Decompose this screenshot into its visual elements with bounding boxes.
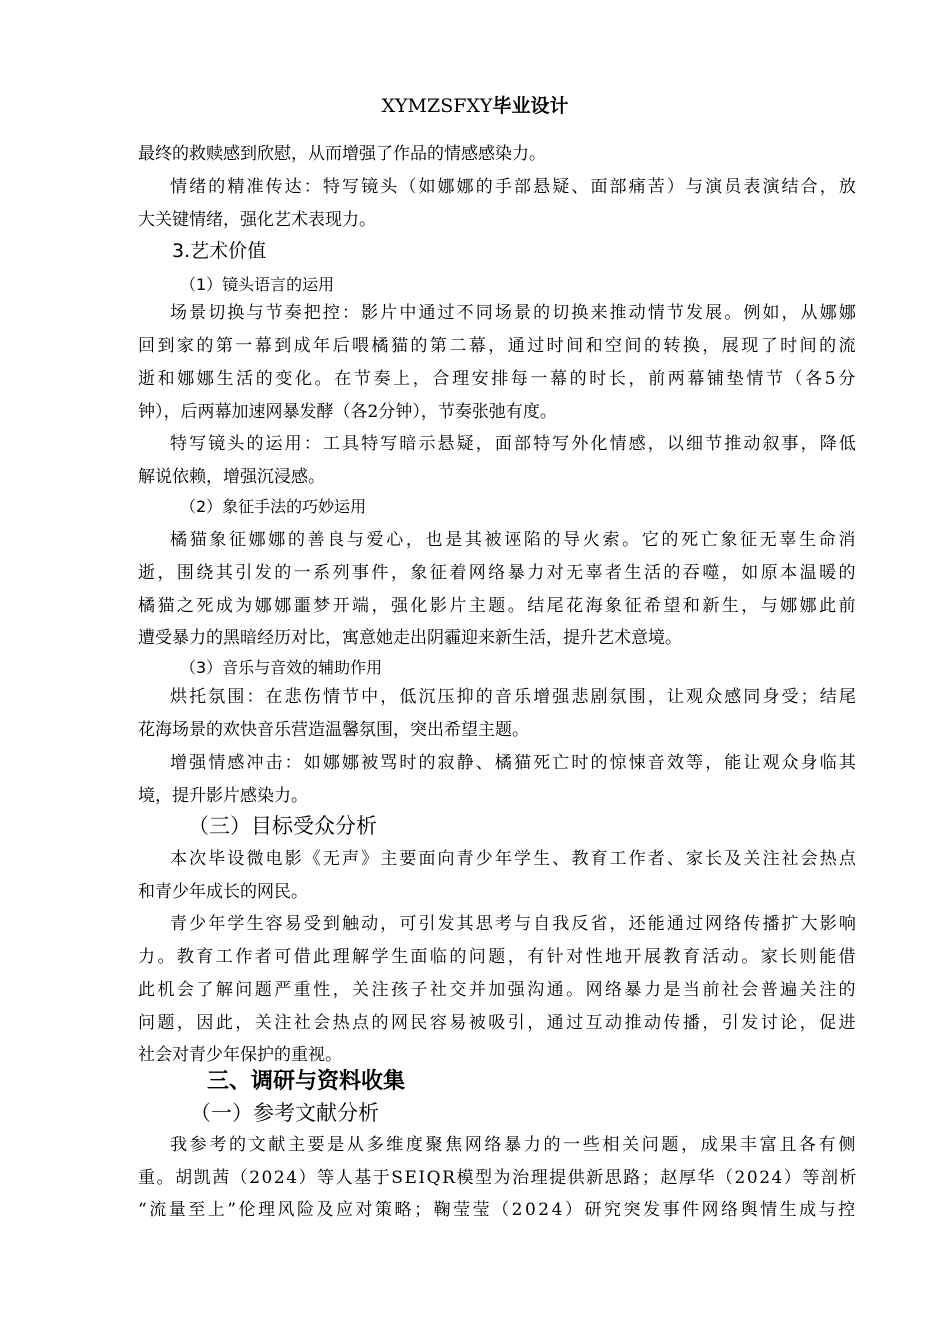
paragraph-line: 大关键情绪，强化艺术表现力。 — [138, 210, 376, 230]
paragraph-line: 钟），后两幕加速网暴发酵（各2分钟），节奏张弛有度。 — [138, 402, 557, 422]
paragraph-line: “流量至上”伦理风险及应对策略；鞠莹莹（2024）研究突发事件网络舆情生成与控 — [138, 1200, 858, 1220]
subsection-heading: （3）音乐与音效的辅助作用 — [180, 658, 383, 677]
header-latin: XYMZSFXY — [381, 95, 493, 117]
paragraph-line: 烘托氛围：在悲伤情节中，低沉压抑的音乐增强悲剧氛围，让观众感同身受；结尾 — [170, 687, 858, 707]
paragraph-line: 特写镜头的运用：工具特写暗示悬疑，面部特写外化情感，以细节推动叙事，降低 — [170, 434, 858, 454]
section-heading: 3.艺术价值 — [172, 240, 267, 262]
paragraph-line: 本次毕设微电影《无声》主要面向青少年学生、教育工作者、家长及关注社会热点 — [170, 849, 858, 869]
paragraph-line: 回到家的第一幕到成年后喂橘猫的第二幕，通过时间和空间的转换，展现了时间的流 — [138, 336, 858, 356]
header-title: 毕业设计 — [492, 95, 569, 117]
paragraph-line: 逝和娜娜生活的变化。在节奏上，合理安排每一幕的时长，前两幕铺垫情节（各5分 — [138, 369, 858, 389]
paragraph-line: 我参考的文献主要是从多维度聚焦网络暴力的一些相关问题，成果丰富且各有侧 — [170, 1135, 858, 1155]
paragraph-line: 重。胡凯茜（2024）等人基于SEIQR模型为治理提供新思路；赵厚华（2024）等剖析 — [138, 1168, 859, 1188]
paragraph-line: 此机会了解问题严重性，关注孩子社交并加强沟通。网络暴力是当前社会普遍关注的 — [138, 980, 858, 1000]
page-header — [0, 94, 950, 118]
paragraph-line: 力。教育工作者可借此理解学生面临的问题，有针对性地开展教育活动。家长则能借 — [138, 947, 858, 967]
section-heading: （三）目标受众分析 — [188, 814, 377, 838]
paragraph-line: 橘猫象征娜娜的善良与爱心，也是其被诬陷的导火索。它的死亡象征无辜生命消 — [170, 530, 858, 550]
paragraph-line: 青少年学生容易受到触动，可引发其思考与自我反省，还能通过网络传播扩大影响 — [170, 914, 858, 934]
section-heading: （一）参考文献分析 — [190, 1101, 379, 1125]
paragraph-line: 遭受暴力的黑暗经历对比，寓意她走出阴霾迎来新生活，提升艺术意境。 — [138, 628, 682, 648]
paragraph-line: 和青少年成长的网民。 — [138, 882, 308, 902]
paragraph-line: 境，提升影片感染力。 — [138, 786, 308, 806]
chapter-heading: 三、调研与资料收集 — [207, 1069, 406, 1094]
subsection-heading: （1）镜头语言的运用 — [180, 275, 335, 294]
paragraph-line: 橘猫之死成为娜娜噩梦开端，强化影片主题。结尾花海象征希望和新生，与娜娜此前 — [138, 596, 858, 616]
paragraph-line: 情绪的精准传达：特写镜头（如娜娜的手部悬疑、面部痛苦）与演员表演结合，放 — [170, 177, 858, 197]
paragraph-line: 最终的救赎感到欣慰，从而增强了作品的情感感染力。 — [138, 144, 546, 164]
subsection-heading: （2）象征手法的巧妙运用 — [180, 497, 367, 516]
paragraph-line: 社会对青少年保护的重视。 — [138, 1045, 342, 1065]
paragraph-line: 问题，因此，关注社会热点的网民容易被吸引，通过互动推动传播，引发讨论，促进 — [138, 1013, 858, 1033]
paragraph-line: 增强情感冲击：如娜娜被骂时的寂静、橘猫死亡时的惊悚音效等，能让观众身临其 — [170, 753, 858, 773]
paragraph-line: 场景切换与节奏把控：影片中通过不同场景的切换来推动情节发展。例如，从娜娜 — [170, 303, 858, 323]
paragraph-line: 解说依赖，增强沉浸感。 — [138, 467, 325, 487]
paragraph-line: 花海场景的欢快音乐营造温馨氛围，突出希望主题。 — [138, 720, 529, 740]
paragraph-line: 逝，围绕其引发的一系列事件，象征着网络暴力对无辜者生活的吞噬，如原本温暖的 — [138, 563, 858, 583]
